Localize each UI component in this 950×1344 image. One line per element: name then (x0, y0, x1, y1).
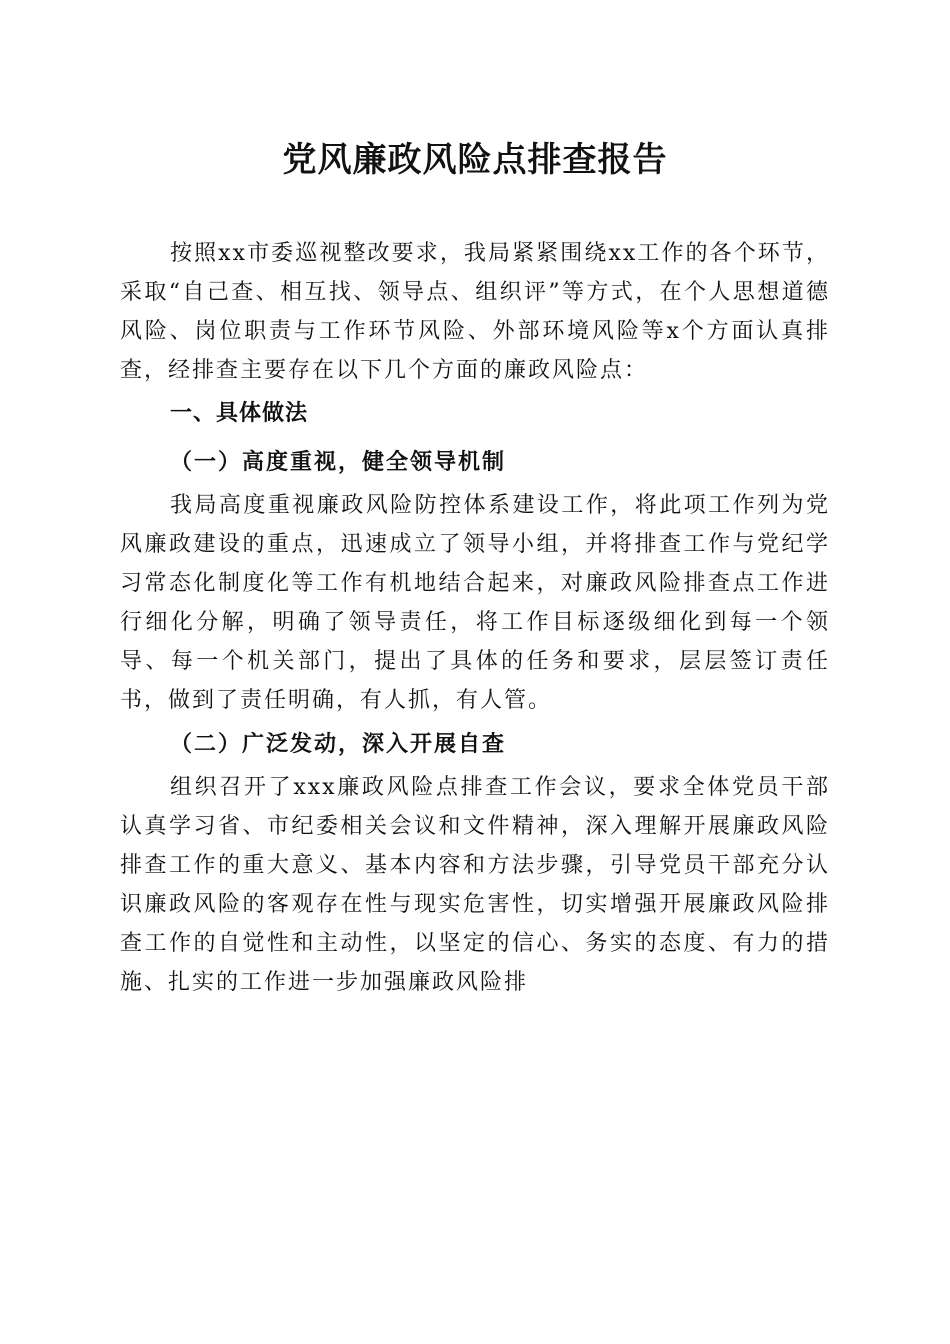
subsection-body-2: 组织召开了xxx廉政风险点排查工作会议，要求全体党员干部认真学习省、市纪委相关会议和文件精神，深入理解开展廉政风险排查工作的重大意义、基本内容和方法步骤，引导党员干部充分认识廉政风险的客观存在性与现实危害性，切实增强开展廉政风险排查工作的自觉性和主动性，以坚定的信心、务实的态度、有力的措施、扎实的工作进一步加强廉政风险排 (120, 775, 830, 995)
document-page (120, 128, 830, 1002)
intro-paragraph: 按照xx市委巡视整改要求，我局紧紧围绕xx工作的各个环节，采取“自己查、相互找、领导点、组织评”等方式，在个人思想道德风险、岗位职责与工作环节风险、外部环境风险等x个方面认真排查，经排查主要存在以下几个方面的廉政风险点： (120, 241, 830, 383)
subsection-heading-2: （二）广泛发动，深入开展自查 (170, 731, 507, 757)
subsection-body-1: 我局高度重视廉政风险防控体系建设工作，将此项工作列为党风廉政建设的重点，迅速成立了领导小组，并将排查工作与党纪学习常态化制度化等工作有机地结合起来，对廉政风险排查点工作进行细化分解，明确了领导责任，将工作目标逐级细化到每一个领导、每一个机关部门，提出了具体的任务和要求，层层签订责任书，做到了责任明确，有人抓，有人管。 (120, 493, 830, 713)
title-spacer (120, 192, 830, 234)
section-heading-1: 一、具体做法 (170, 401, 309, 426)
document-title: 党风廉政风险点排查报告 (282, 140, 668, 180)
subsection-heading-1: （一）高度重视，健全领导机制 (170, 449, 507, 475)
